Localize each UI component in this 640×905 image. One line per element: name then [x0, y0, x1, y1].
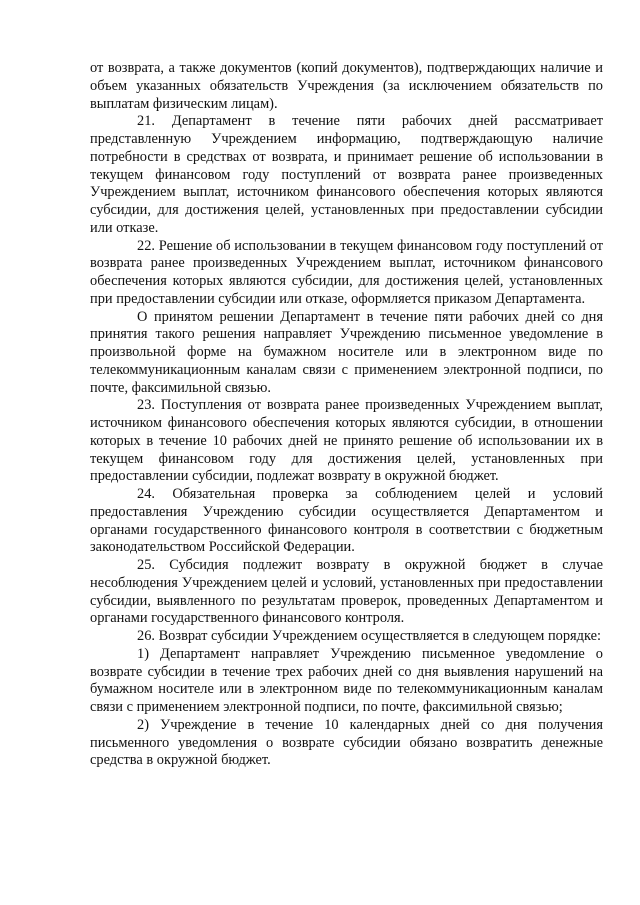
paragraph-25: 25. Субсидия подлежит возврату в окружной бюджет в случае несоблюдения Учреждением целей и условий, установленных при предоставлении субсидии, выявленного по результатам проверок, проведенных Департаментом и органами государственного финансового контроля.: [90, 557, 603, 627]
paragraph-21: 21. Департамент в течение пяти рабочих дней рассматривает представленную Учреждением информацию, подтверждающую наличие потребности в средствах от возврата, и принимает решение об использовании в текущем финансовом году поступлений от возврата ранее произведенных Учреждением выплат, источником финансового обеспечения которых являются субсидии, для достижения целей, установленных при предоставлении субсидии или отказе.: [90, 113, 603, 236]
paragraph-26-item-2: 2) Учреждение в течение 10 календарных дней со дня получения письменного уведомления о возврате субсидии обязано возвратить денежные средства в окружной бюджет.: [90, 716, 603, 769]
paragraph-22-notice: О принятом решении Департамент в течение пяти рабочих дней со дня принятия такого решения направляет Учреждению письменное уведомление в произвольной форме на бумажном носителе или в электронном виде по телекоммуникационным каналам связи с применением электронной подписи, по почте, факсимильной связью.: [90, 308, 603, 396]
document-page: [90, 60, 603, 770]
paragraph-26: 26. Возврат субсидии Учреждением осуществляется в следующем порядке:: [137, 628, 602, 644]
paragraph-continuation: от возврата, а также документов (копий документов), подтверждающих наличие и объем указанных обязательств Учреждения (за исключением обязательств по выплатам физическим лицам).: [90, 60, 603, 112]
paragraph-24: 24. Обязательная проверка за соблюдением целей и условий предоставления Учреждению субсидии осуществляется Департаментом и органами государственного финансового контроля в соответствии с бюджетным законодательством Российской Федерации.: [90, 486, 603, 556]
paragraph-22: 22. Решение об использовании в текущем финансовом году поступлений от возврата ранее произведенных Учреждением выплат, источником финансового обеспечения которых являются субсидии, для достижения целей, установленных при предоставлении субсидии или отказе, оформляется приказом Департамента.: [90, 237, 603, 307]
paragraph-23: 23. Поступления от возврата ранее произведенных Учреждением выплат, источником финансового обеспечения которых являются субсидии, в отношении которых в течение 10 рабочих дней не принято решение об использовании их в текущем финансовом году для достижения целей, установленных при предоставлении субсидии, подлежат возврату в окружной бюджет.: [90, 397, 603, 485]
paragraph-26-item-1: 1) Департамент направляет Учреждению письменное уведомление о возврате субсидии в течение трех рабочих дней со дня выявления нарушений на бумажном носителе или в электронном виде по телекоммуникационным каналам связи с применением электронной подписи, по почте, факсимильной связью;: [90, 645, 603, 715]
